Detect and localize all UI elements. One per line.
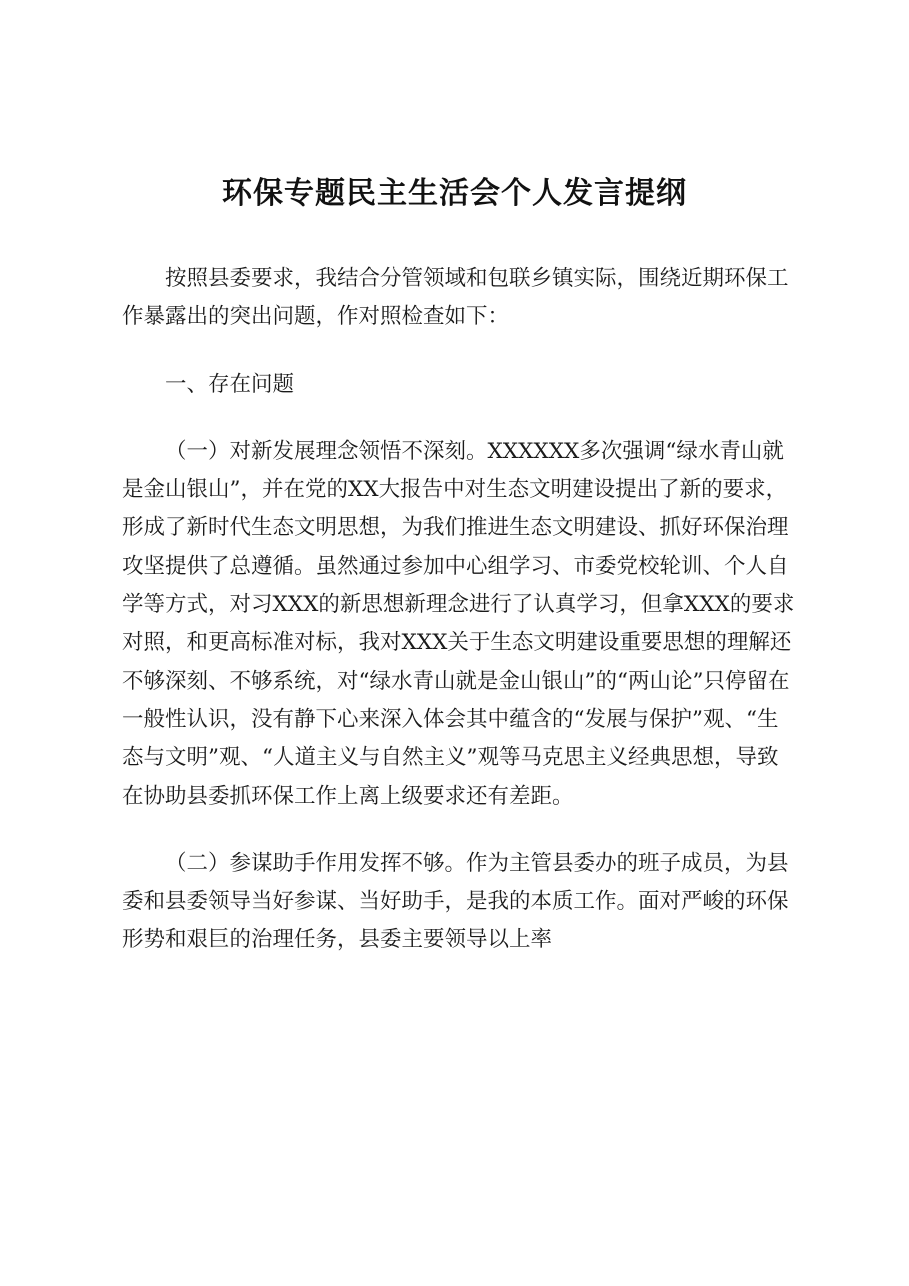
intro-paragraph: 按照县委要求，我结合分管领域和包联乡镇实际，围绕近期环保工作暴露出的突出问题，作对照检查如下： — [122, 266, 789, 330]
problem-paragraph-2: （二）参谋助手作用发挥不够。作为主管县委办的班子成员，为县委和县委领导当好参谋、当好助手，是我的本质工作。面对严峻的环保形势和艰巨的治理任务，县委主要领导以上率 — [122, 850, 789, 953]
section-heading-problems: 一、存在问题 — [165, 371, 295, 397]
document-title: 环保专题民主生活会个人发言提纲 — [222, 176, 687, 211]
document-body — [122, 260, 798, 960]
problem-paragraph-1: （一）对新发展理念领悟不深刻。XXXXXX多次强调“绿水青山就是金山银山”，并在党的XX大报告中对生态文明建设提出了新的要求，形成了新时代生态文明思想，为我们推进生态文明建设、抓好环保治理攻坚提供了总遵循。虽然通过参加中心组学习、市委党校轮训、个人自学等方式，对习XXX的新思想新理念进行了认真学习，但拿XXX的要求对照，和更高标准对标，我对XXX关于生态文明建设重要思想的理解还不够深刻、不够系统，对“绿水青山就是金山银山”的“两山论”只停留在一般性认识，没有静下心来深入体会其中蕴含的“发展与保护”观、“生态与文明”观、“人道主义与自然主义”观等马克思主义经典思想，导致在协助县委抓环保工作上离上级要求还有差距。 — [122, 438, 795, 809]
